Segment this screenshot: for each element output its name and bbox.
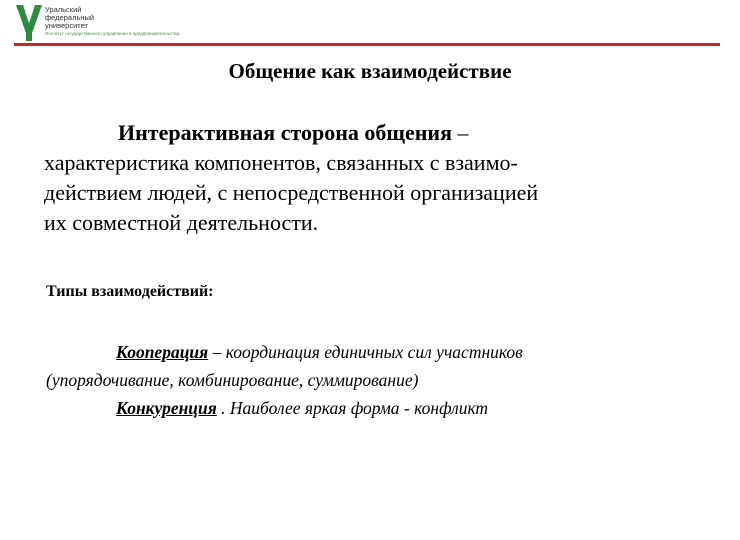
definition-term: Интерактивная сторона общения [118,120,452,145]
type-term: Кооперация [116,342,209,362]
type-term: Конкуренция [116,398,217,418]
types-heading: Типы взаимодействий: [46,283,214,300]
logo-text-line: университет [45,21,88,30]
definition-line: их совместной деятельности. [44,210,319,235]
types-list [46,338,706,422]
definition-line: характеристика компонентов, связанных с взаимо- [44,150,518,175]
logo-subtitle: Институт государственного управления и предпринимательства [45,31,180,36]
definition-paragraph [44,118,694,238]
university-logo [14,3,180,43]
definition-dash: – [452,120,469,145]
slide-title: Общение как взаимодействие [228,59,512,83]
logo-text-line: федеральный [45,13,95,22]
list-item [46,338,706,366]
logo-text-line: Уральский [45,5,82,14]
header-divider [14,43,720,46]
list-item-continuation: (упорядочивание, комбинирование, суммирование) [46,370,419,390]
ural-federal-university-logo-icon [14,3,44,43]
definition-line [44,118,694,148]
list-item [46,394,706,422]
type-description: – координация единичных сил участников [208,342,523,362]
definition-line: действием людей, с непосредственной организацией [44,180,539,205]
type-description: . Наиболее яркая форма - конфликт [216,398,489,418]
